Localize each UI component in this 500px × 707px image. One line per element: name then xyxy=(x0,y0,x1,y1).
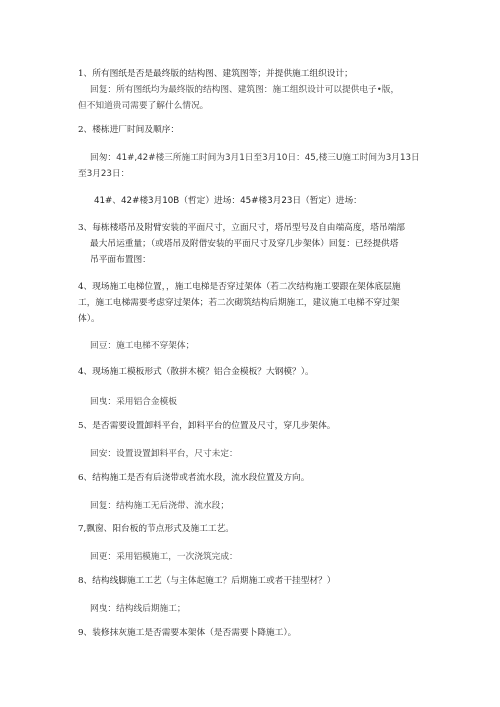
reply-4: 回豆：施工电梯不穿架体； xyxy=(90,341,195,351)
reply-2-entry: 41#、42#楼3月10B（哲定）进场：45#楼3月23日（暂定）进场： xyxy=(94,196,362,206)
question-4-cont: 工，施工电梯需要考虑穿过架体；若二次砌筑结构后期施工，建议施工电梯不穿过架 xyxy=(78,298,400,308)
reply-4b: 回曳：采用铝合金模板 xyxy=(90,397,177,407)
question-5: 5、是否需要设置卸料平台，卸料平台的位置及尺寸，穿几步架体。 xyxy=(78,421,336,431)
question-7: 7,飘窗、阳台板的节点形式及施工工艺。 xyxy=(78,524,234,534)
question-4-cont-2: 体）。 xyxy=(78,314,100,324)
question-4b: 4、现场施工模板形式（散拼木模？铝合金模板？大钢模？）。 xyxy=(78,367,314,377)
reply-2-cont: 至3月23日： xyxy=(78,169,130,179)
question-9: 9、装修抹灰施工是否需要本架体（是否需要卜降施工）。 xyxy=(78,628,297,638)
question-1: 1、所有图纸是否是最终版的结构图、建筑图等；并提供施工组织设计； xyxy=(78,69,353,79)
reply-7: 回更：采用铝模施工，一次浇筑完成： xyxy=(90,552,238,562)
question-3: 3、每栋楼塔吊及附臂安装的平面尺寸，立面尺寸，塔吊型号及自由端高度，塔吊端部 xyxy=(78,223,405,233)
reply-2: 回匆：41#,42#楼三所施工时间为3月1日至3月10日：45,楼三U施工时间为3月13日 xyxy=(90,153,420,163)
reply-5: 回安：设置设置卸料平台，尺寸未定： xyxy=(90,449,238,459)
question-8: 8、结构线脚施工工艺（与主体起施工？后期施工或者干挂型材？） xyxy=(78,576,336,586)
reply-1: 回复：所有图纸均为最终版的结构图、建筑图：施工组织设计可以提供电子•版， xyxy=(90,85,400,95)
reply-8: 网曳：结构线后期施工； xyxy=(90,604,186,614)
question-3-cont-2: 吊平面布置图： xyxy=(90,255,151,265)
question-2: 2、楼栋进厂时间及顺序： xyxy=(78,125,180,135)
question-6: 6、结构施工是否有后浇带或者流水段，流水段位置及方向。 xyxy=(78,473,310,483)
question-4: 4、现场施工电梯位置，，施工电梯是否穿过架体（若二次结构施工要跟在架体底层施 xyxy=(78,282,401,292)
reply-1-cont: 但不知道贵司需要了解什么情况。 xyxy=(78,101,209,111)
reply-6: 回复：结构施工无后浇带、流水段； xyxy=(90,501,229,511)
question-3-cont: 最大吊运重量；（或塔吊及附借安装的平面尺寸及穿几步架体）回复：已经提供塔 xyxy=(90,239,399,249)
